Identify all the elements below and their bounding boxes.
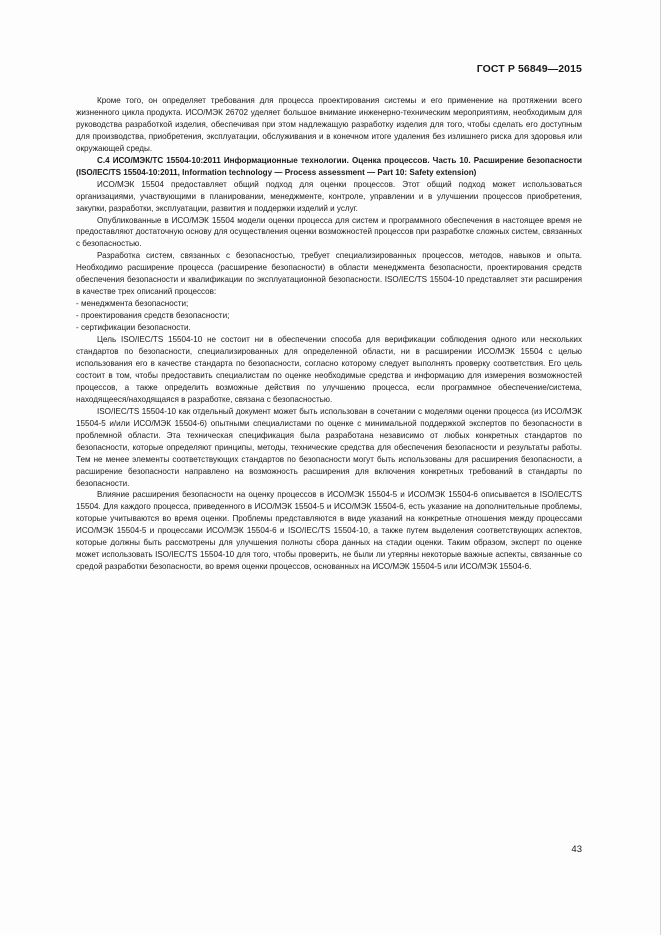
list-item: - сертификации безопасности. [76,323,191,333]
list-item: - проектирования средств безопасности; [76,311,230,321]
paragraph: Разработка систем, связанных с безопасностью, требует специализированных процессов, методов, навыков и опыта. Необходимо расширение процесса (расширение безопасности) в области менеджмента безопасности, проектирования средств обеспечения безопасности и квалификации по эксплуатационной безопасности. ISO/IEC/TS 15504-10 представляет эти расширения в качестве трех описаний процессов: [76,251,582,297]
paragraph-intro: Кроме того, он определяет требования для процесса проектирования системы и его применение на протяжении всего жизненного цикла продукта. ИСО/МЭК 26702 уделяет большое внимание инженерно-техническим мероприятиям, необходимым для руководства разработкой изделия, обеспечивая при этом надлежащую разработку изделия для того, чтобы сделать его доступным для производства, приобретения, эксплуатации, обслуживания и в конечном итоге удаления без излишнего риска для здоровья или окружающей среды. [76,96,582,153]
paragraph: Опубликованные в ИСО/МЭК 15504 модели оценки процесса для систем и программного обеспечения в настоящее время не предоставляют достаточную основу для осуществления оценки возможностей процессов при разработке сложных систем, связанных с безопасностью. [76,215,582,249]
page-number: 43 [571,844,582,855]
section-heading-c4: С.4 ИСО/МЭК/ТС 15504-10:2011 Информационные технологии. Оценка процессов. Часть 10. Расширение безопасности (ISO/IEC/TS 15504-10:2011, Information technology — Process assessment — Part 10: Safety extension) [76,155,582,177]
paragraph: ИСО/МЭК 15504 предоставляет общий подход для оценки процессов. Этот общий подход может использоваться организациями, участвующими в планировании, менеджменте, контроле, управлении и в улучшении процессов приобретения, закупки, разработки, эксплуатации, развития и поддержки изделий и услуг. [76,179,582,213]
paragraph: Влияние расширения безопасности на оценку процессов в ИСО/МЭК 15504-5 и ИСО/МЭК 15504-6 описывается в ISO/IEC/TS 15504. Для каждого процесса, приведенного в ИСО/МЭК 15504-5 и ИСО/МЭК 15504-6, есть указание на дополнительные проблемы, которые учитываются во время оценки. Проблемы представляются в виде указаний на конкретные отношения между процессами ИСО/МЭК 15504-5 и процессами ИСО/МЭК 15504-6 и ISO/IEC/TS 15504-10, а также путем выделения соответствующих аспектов, которые должны быть рассмотрены для улучшения полноты сбора данных на стадии оценки. Таким образом, эксперт по оценке может использовать ISO/IEC/TS 15504-10 для того, чтобы проверить, не были ли утеряны некоторые важные аспекты, связанные со средой разработки безопасности, во время оценки процессов, основанных на ИСО/МЭК 15504-5 или ИСО/МЭК 15504-6. [76,490,582,572]
paragraph: ISO/IEC/TS 15504-10 как отдельный документ может быть использован в сочетании с моделями оценки процесса (из ИСО/МЭК 15504-5 и/или ИСО/МЭК 15504-6) опытными специалистами по оценке с минимальной поддержкой экспертов по безопасности в проблемной области. Эта техническая спецификация была разработана независимо от любых конкретных стандартов по безопасности, которые определяют принципы, методы, технические средства для обеспечения безопасности и результаты работы. Тем не менее элементы соответствующих стандартов по безопасности могут быть использованы для расширения безопасности, а расширение безопасности направлено на возможность расширения для включения конкретных требований в стандарты по безопасности. [76,406,582,488]
standard-header: ГОСТ Р 56849—2015 [476,63,582,75]
paragraph: Цель ISO/IEC/TS 15504-10 не состоит ни в обеспечении способа для верификации соблюдения одного или нескольких стандартов по безопасности, специализированных для определенной области, ни в расширении ИСО/МЭК 15504 с целью использования его в качестве стандарта по безопасности, согласно которому следует выполнять проверку соответствия. Его цель состоит в том, чтобы предоставить специалистам по оценке необходимые средства и информацию для измерения возможностей процессов, а также определить возможные действия по улучшению процесса, если программное обеспечение/система, находящееся/находящаяся в разработке, связана с безопасностью. [76,335,582,404]
document-body [76,95,582,573]
list-item: - менеджмента безопасности; [76,299,189,309]
